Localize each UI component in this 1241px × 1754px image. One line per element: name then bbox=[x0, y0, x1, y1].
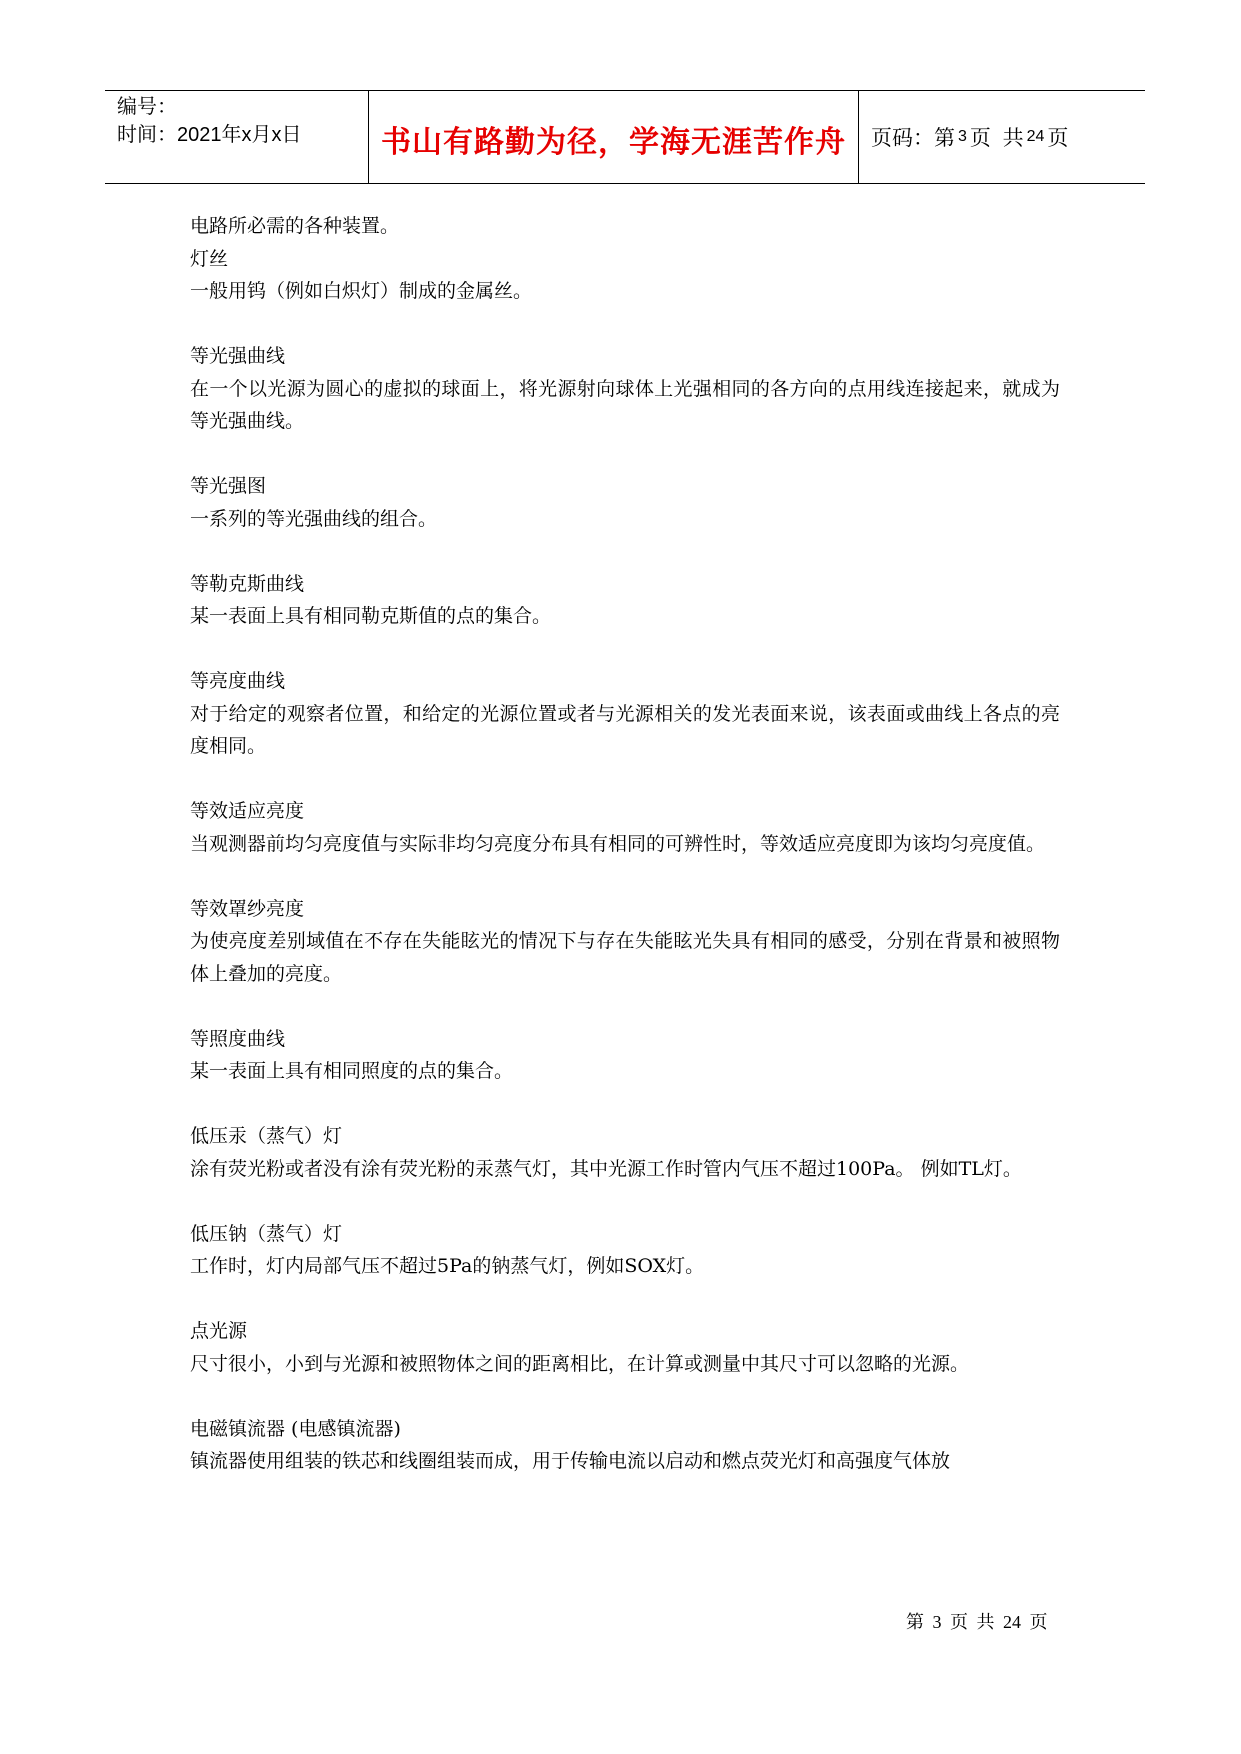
glossary-entry bbox=[190, 893, 1060, 991]
entry-definition: 对于给定的观察者位置，和给定的光源位置或者与光源相关的发光表面来说，该表面或曲线上各点的亮度相同。 bbox=[190, 702, 1060, 757]
glossary-entry bbox=[190, 568, 1060, 633]
page-total: 24 bbox=[1026, 128, 1045, 145]
entry-definition: 工作时，灯内局部气压不超过5Pa的钠蒸气灯，例如SOX灯。 bbox=[190, 1255, 705, 1277]
serial-label: 编号： bbox=[117, 96, 177, 118]
intro-paragraph: 电路所必需的各种装置。 bbox=[190, 215, 400, 237]
page-header bbox=[105, 90, 1145, 184]
entry-definition: 一系列的等光强曲线的组合。 bbox=[190, 507, 438, 530]
entry-definition: 在一个以光源为圆心的虚拟的球面上，将光源射向球体上光强相同的各方向的点用线连接起来，就成为等光强曲线。 bbox=[190, 377, 1060, 432]
glossary-entry bbox=[190, 795, 1060, 860]
page-number: 3 bbox=[958, 128, 967, 145]
entry-definition: 涂有荧光粉或者没有涂有荧光粉的汞蒸气灯，其中光源工作时管内气压不超过100Pa。 例如TL灯。 bbox=[190, 1157, 1022, 1180]
header-meta-cell bbox=[105, 91, 369, 183]
glossary-entry bbox=[190, 1218, 1060, 1283]
entry-term: 点光源 bbox=[190, 1320, 248, 1342]
page-suffix: 页 bbox=[1047, 127, 1069, 150]
page-middle: 页 共 bbox=[969, 127, 1024, 150]
glossary-entry bbox=[190, 243, 1060, 308]
glossary-entry bbox=[190, 665, 1060, 763]
page-footer: 第 3 页 共 24 页 bbox=[906, 1612, 1048, 1632]
entry-definition: 当观测器前均匀亮度值与实际非均匀亮度分布具有相同的可辨性时，等效适应亮度即为该均匀亮度值。 bbox=[190, 832, 1046, 855]
header-page-cell bbox=[859, 91, 1145, 183]
glossary-entry bbox=[190, 470, 1060, 535]
entry-definition: 一般用钨（例如白炽灯）制成的金属丝。 bbox=[190, 280, 533, 302]
entry-term: 等效罩纱亮度 bbox=[190, 897, 305, 920]
time-label: 时间：2021年x月x日 bbox=[117, 124, 302, 146]
motto-text: 书山有路勤为径，学海无涯苦作舟 bbox=[381, 125, 846, 160]
glossary-entry bbox=[190, 1120, 1060, 1185]
entry-term: 等效适应亮度 bbox=[190, 800, 305, 822]
entry-term: 等勒克斯曲线 bbox=[190, 572, 305, 595]
entry-definition: 某一表面上具有相同勒克斯值的点的集合。 bbox=[190, 605, 552, 627]
glossary-entry bbox=[190, 1023, 1060, 1088]
entry-term: 低压汞（蒸气）灯 bbox=[190, 1125, 343, 1147]
entry-term: 低压钠（蒸气）灯 bbox=[190, 1222, 343, 1245]
entry-term: 等光强图 bbox=[190, 475, 267, 497]
page-prefix: 页码：第 bbox=[871, 127, 955, 150]
entry-term: 等照度曲线 bbox=[190, 1027, 286, 1050]
document-body bbox=[190, 210, 1060, 1478]
glossary-entry bbox=[190, 1413, 1060, 1478]
entry-term: 等亮度曲线 bbox=[190, 670, 286, 692]
entry-definition: 为使亮度差别域值在不存在失能眩光的情况下与存在失能眩光失具有相同的感受，分别在背景和被照物体上叠加的亮度。 bbox=[190, 930, 1060, 985]
glossary-entry bbox=[190, 1315, 1060, 1380]
entry-term: 电磁镇流器 (电感镇流器) bbox=[190, 1417, 401, 1440]
header-motto-cell bbox=[369, 91, 859, 183]
glossary-entry bbox=[190, 340, 1060, 438]
entry-definition: 尺寸很小，小到与光源和被照物体之间的距离相比，在计算或测量中其尺寸可以忽略的光源。 bbox=[190, 1352, 970, 1375]
entry-definition: 镇流器使用组装的铁芯和线圈组装而成，用于传输电流以启动和燃点荧光灯和高强度气体放 bbox=[190, 1450, 951, 1472]
entry-definition: 某一表面上具有相同照度的点的集合。 bbox=[190, 1060, 514, 1082]
entry-term: 等光强曲线 bbox=[190, 345, 286, 367]
entry-term: 灯丝 bbox=[190, 247, 229, 270]
